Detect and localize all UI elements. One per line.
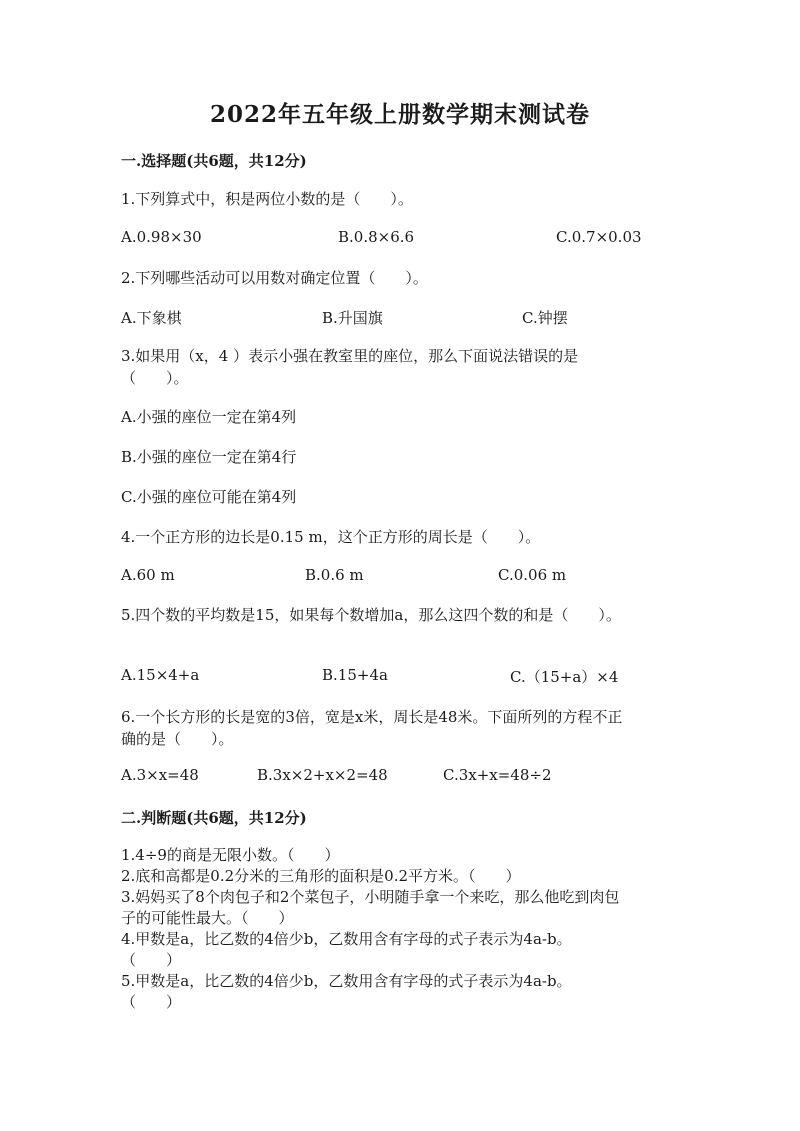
question-4-option-b: B.0.6 m <box>305 566 364 584</box>
question-6-stem-continued: 确的是（ ）。 <box>121 730 234 748</box>
question-5-option-a: A.15×4+a <box>121 666 200 684</box>
question-2-stem: 2.下列哪些活动可以用数对确定位置（ ）。 <box>121 269 428 287</box>
tf-line-3-continued: 子的可能性最大。（ ） <box>121 909 294 927</box>
question-1-option-c: C.0.7×0.03 <box>556 228 642 246</box>
question-1-option-b: B.0.8×6.6 <box>338 228 415 246</box>
question-6-option-c: C.3x+x=48÷2 <box>443 766 552 784</box>
question-1-option-a: A.0.98×30 <box>121 228 202 246</box>
page-title: 2022年五年级上册数学期末测试卷 <box>209 101 590 128</box>
question-3-option-a: A.小强的座位一定在第4列 <box>121 408 297 426</box>
question-6-option-a: A.3×x=48 <box>121 766 199 784</box>
question-3-option-b: B.小强的座位一定在第4行 <box>121 448 297 466</box>
question-4-option-c: C.0.06 m <box>498 566 567 584</box>
question-2-option-a: A.下象棋 <box>121 309 182 327</box>
question-2-option-b: B.升国旗 <box>322 309 383 327</box>
tf-line-2: 2.底和高都是0.2分米的三角形的面积是0.2平方米。（ ） <box>121 867 521 885</box>
question-4-stem: 4.一个正方形的边长是0.15 m，这个正方形的周长是（ ）。 <box>121 528 541 546</box>
section-heading-true-false: 二.判断题(共6题，共12分) <box>121 809 307 827</box>
question-3-stem-continued: （ ）。 <box>121 369 189 387</box>
question-4-option-a: A.60 m <box>121 566 175 584</box>
question-5-option-b: B.15+4a <box>322 666 388 684</box>
question-5-option-c: C.（15+a）×4 <box>510 668 619 686</box>
question-3-option-c: C.小强的座位可能在第4列 <box>121 488 297 506</box>
tf-line-3: 3.妈妈买了8个肉包子和2个菜包子，小明随手拿一个来吃，那么他吃到肉包 <box>121 888 620 906</box>
question-1-stem: 1.下列算式中，积是两位小数的是（ ）。 <box>121 190 413 208</box>
section-heading-choice: 一.选择题(共6题，共12分) <box>121 152 307 170</box>
tf-line-1: 1.4÷9的商是无限小数。（ ） <box>121 846 340 864</box>
tf-line-4: 4.甲数是a，比乙数的4倍少b，乙数用含有字母的式子表示为4a-b。 <box>121 930 572 948</box>
tf-line-5-continued: （ ） <box>121 993 182 1011</box>
question-6-stem: 6.一个长方形的长是宽的3倍，宽是x米，周长是48米。下面所列的方程不正 <box>121 708 623 726</box>
question-3-stem: 3.如果用（x，4 ）表示小强在教室里的座位，那么下面说法错误的是 <box>121 347 579 365</box>
question-5-stem: 5.四个数的平均数是15，如果每个数增加a，那么这四个数的和是（ ）。 <box>121 606 621 624</box>
tf-line-4-continued: （ ） <box>121 951 182 969</box>
question-2-option-c: C.钟摆 <box>522 309 568 327</box>
question-6-option-b: B.3x×2+x×2=48 <box>257 766 388 784</box>
tf-line-5: 5.甲数是a，比乙数的4倍少b，乙数用含有字母的式子表示为4a-b。 <box>121 972 572 990</box>
